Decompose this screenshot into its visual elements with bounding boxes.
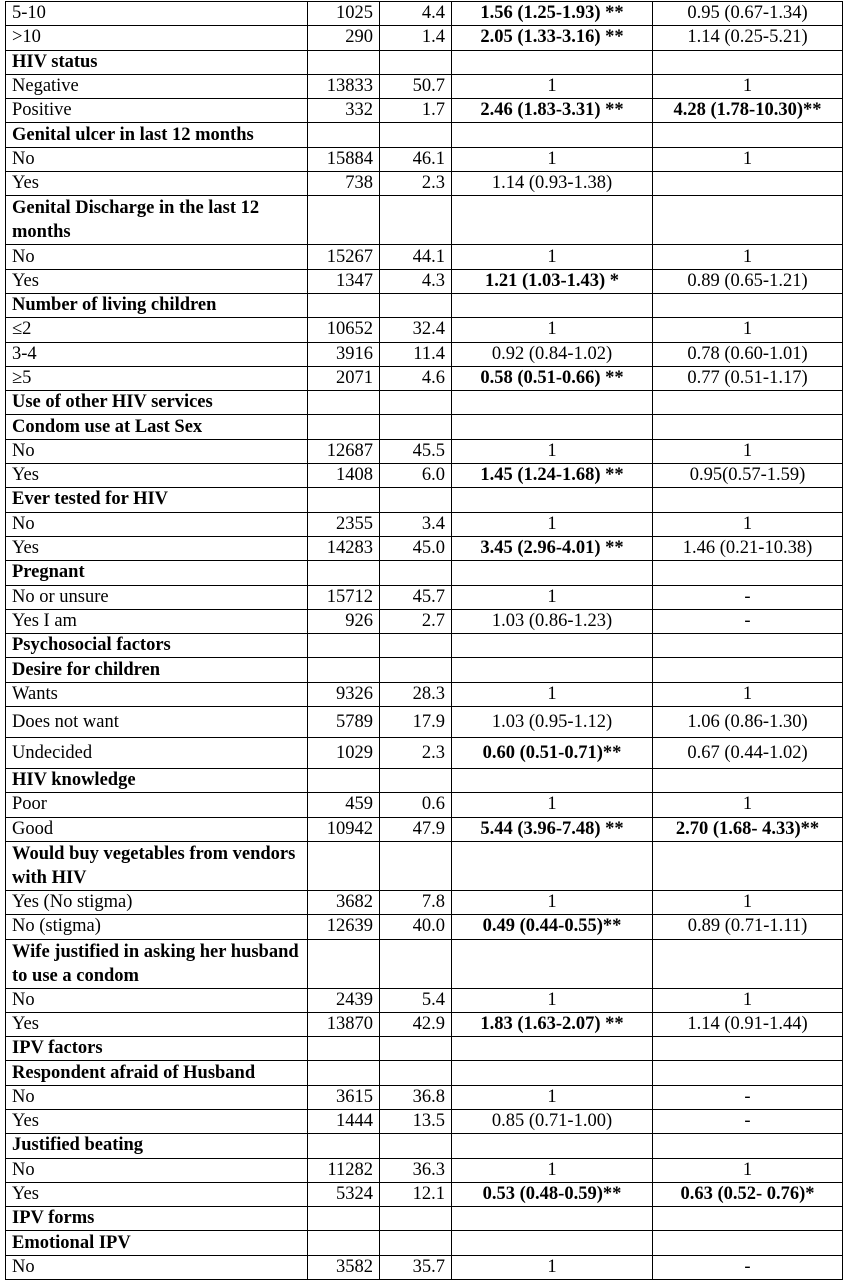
table-row: [6, 793, 843, 817]
crude-or-cell: 1.03 (0.95-1.12): [452, 707, 653, 738]
count-cell: 5789: [308, 707, 380, 738]
crude-or-cell: [452, 841, 653, 890]
crude-or-cell: [452, 293, 653, 317]
percent-cell: [380, 1231, 452, 1255]
percent-cell: 4.3: [380, 269, 452, 293]
crude-or-cell: [452, 561, 653, 585]
table-section-row: [6, 488, 843, 512]
row-label: Good: [6, 817, 308, 841]
row-label: Undecided: [6, 738, 308, 769]
crude-or-cell: 1.21 (1.03-1.43) *: [452, 269, 653, 293]
row-label: No: [6, 988, 308, 1012]
adjusted-or-cell: 1: [653, 890, 843, 914]
crude-or-cell: 1: [452, 74, 653, 98]
count-cell: 926: [308, 609, 380, 633]
count-cell: 1025: [308, 2, 380, 26]
percent-cell: 45.0: [380, 536, 452, 560]
table-section-row: [6, 769, 843, 793]
adjusted-or-cell: [653, 1061, 843, 1085]
crude-or-cell: 5.44 (3.96-7.48) **: [452, 817, 653, 841]
table-row: [6, 817, 843, 841]
row-label: Yes (No stigma): [6, 890, 308, 914]
adjusted-or-cell: [653, 561, 843, 585]
crude-or-cell: 0.49 (0.44-0.55)**: [452, 915, 653, 939]
percent-cell: [380, 658, 452, 682]
count-cell: 1444: [308, 1109, 380, 1133]
count-cell: 738: [308, 172, 380, 196]
table-section-row: [6, 293, 843, 317]
adjusted-or-cell: [653, 634, 843, 658]
count-cell: [308, 415, 380, 439]
crude-or-cell: 0.53 (0.48-0.59)**: [452, 1182, 653, 1206]
count-cell: 3582: [308, 1255, 380, 1279]
adjusted-or-cell: 0.67 (0.44-1.02): [653, 738, 843, 769]
row-label: No: [6, 147, 308, 171]
count-cell: [308, 561, 380, 585]
row-label: Wife justified in asking her husband to use a condom: [6, 939, 308, 988]
adjusted-or-cell: [653, 658, 843, 682]
row-label: 3-4: [6, 342, 308, 366]
count-cell: 10652: [308, 318, 380, 342]
count-cell: 14283: [308, 536, 380, 560]
adjusted-or-cell: [653, 769, 843, 793]
adjusted-or-cell: 1: [653, 988, 843, 1012]
row-label: Use of other HIV services: [6, 391, 308, 415]
count-cell: 10942: [308, 817, 380, 841]
row-label: Wants: [6, 682, 308, 706]
crude-or-cell: [452, 658, 653, 682]
row-label: Condom use at Last Sex: [6, 415, 308, 439]
row-label: No: [6, 1255, 308, 1279]
adjusted-or-cell: [653, 1037, 843, 1061]
table-row: [6, 342, 843, 366]
count-cell: [308, 391, 380, 415]
crude-or-cell: 1: [452, 439, 653, 463]
crude-or-cell: [452, 123, 653, 147]
table-row: [6, 172, 843, 196]
percent-cell: 1.4: [380, 26, 452, 50]
row-label: No: [6, 439, 308, 463]
percent-cell: 40.0: [380, 915, 452, 939]
table-row: [6, 2, 843, 26]
table-section-row: [6, 196, 843, 245]
table-row: [6, 512, 843, 536]
count-cell: [308, 634, 380, 658]
adjusted-or-cell: 0.89 (0.65-1.21): [653, 269, 843, 293]
row-label: Number of living children: [6, 293, 308, 317]
percent-cell: 3.4: [380, 512, 452, 536]
crude-or-cell: 1.03 (0.86-1.23): [452, 609, 653, 633]
count-cell: 3916: [308, 342, 380, 366]
crude-or-cell: 0.58 (0.51-0.66) **: [452, 366, 653, 390]
row-label: Does not want: [6, 707, 308, 738]
percent-cell: [380, 50, 452, 74]
row-label: No (stigma): [6, 915, 308, 939]
crude-or-cell: 1: [452, 1158, 653, 1182]
crude-or-cell: 2.05 (1.33-3.16) **: [452, 26, 653, 50]
percent-cell: 0.6: [380, 793, 452, 817]
count-cell: 2439: [308, 988, 380, 1012]
table-section-row: [6, 50, 843, 74]
percent-cell: 11.4: [380, 342, 452, 366]
count-cell: 3682: [308, 890, 380, 914]
table-row: [6, 99, 843, 123]
count-cell: 12639: [308, 915, 380, 939]
table-row: [6, 585, 843, 609]
count-cell: 12687: [308, 439, 380, 463]
count-cell: [308, 123, 380, 147]
percent-cell: 2.3: [380, 738, 452, 769]
percent-cell: [380, 841, 452, 890]
count-cell: 3615: [308, 1085, 380, 1109]
count-cell: 1408: [308, 464, 380, 488]
adjusted-or-cell: [653, 196, 843, 245]
table-row: [6, 366, 843, 390]
percent-cell: [380, 391, 452, 415]
row-label: Negative: [6, 74, 308, 98]
row-label: No: [6, 512, 308, 536]
crude-or-cell: [452, 939, 653, 988]
adjusted-or-cell: 1: [653, 512, 843, 536]
count-cell: [308, 1061, 380, 1085]
row-label: No: [6, 1085, 308, 1109]
adjusted-or-cell: 1: [653, 682, 843, 706]
adjusted-or-cell: 1: [653, 74, 843, 98]
crude-or-cell: [452, 50, 653, 74]
percent-cell: [380, 939, 452, 988]
row-label: Yes I am: [6, 609, 308, 633]
percent-cell: 13.5: [380, 1109, 452, 1133]
percent-cell: [380, 1061, 452, 1085]
row-label: Respondent afraid of Husband: [6, 1061, 308, 1085]
count-cell: 290: [308, 26, 380, 50]
percent-cell: [380, 561, 452, 585]
row-label: Emotional IPV: [6, 1231, 308, 1255]
crude-or-cell: 0.60 (0.51-0.71)**: [452, 738, 653, 769]
count-cell: [308, 1231, 380, 1255]
table-section-row: [6, 415, 843, 439]
table-section-row: [6, 634, 843, 658]
row-label: Psychosocial factors: [6, 634, 308, 658]
crude-or-cell: 0.85 (0.71-1.00): [452, 1109, 653, 1133]
adjusted-or-cell: [653, 123, 843, 147]
crude-or-cell: 1.45 (1.24-1.68) **: [452, 464, 653, 488]
table-row: [6, 1012, 843, 1036]
table-section-row: [6, 1061, 843, 1085]
adjusted-or-cell: [653, 841, 843, 890]
percent-cell: 42.9: [380, 1012, 452, 1036]
row-label: Yes: [6, 1012, 308, 1036]
adjusted-or-cell: 1: [653, 147, 843, 171]
adjusted-or-cell: 1.06 (0.86-1.30): [653, 707, 843, 738]
count-cell: 2071: [308, 366, 380, 390]
row-label: Ever tested for HIV: [6, 488, 308, 512]
crude-or-cell: 1: [452, 147, 653, 171]
count-cell: [308, 196, 380, 245]
crude-or-cell: [452, 415, 653, 439]
count-cell: [308, 769, 380, 793]
table-section-row: [6, 561, 843, 585]
adjusted-or-cell: 1: [653, 439, 843, 463]
row-label: Justified beating: [6, 1134, 308, 1158]
crude-or-cell: 1: [452, 585, 653, 609]
row-label: ≤2: [6, 318, 308, 342]
crude-or-cell: [452, 1037, 653, 1061]
crude-or-cell: 2.46 (1.83-3.31) **: [452, 99, 653, 123]
count-cell: [308, 293, 380, 317]
percent-cell: 35.7: [380, 1255, 452, 1279]
count-cell: [308, 50, 380, 74]
percent-cell: 5.4: [380, 988, 452, 1012]
adjusted-or-cell: 1.46 (0.21-10.38): [653, 536, 843, 560]
adjusted-or-cell: 4.28 (1.78-10.30)**: [653, 99, 843, 123]
count-cell: [308, 1134, 380, 1158]
table-row: [6, 609, 843, 633]
results-table-body: [6, 2, 843, 1280]
crude-or-cell: 3.45 (2.96-4.01) **: [452, 536, 653, 560]
crude-or-cell: [452, 769, 653, 793]
row-label: Genital Discharge in the last 12 months: [6, 196, 308, 245]
percent-cell: [380, 1207, 452, 1231]
table-row: [6, 1158, 843, 1182]
table-row: [6, 74, 843, 98]
table-section-row: [6, 123, 843, 147]
table-row: [6, 147, 843, 171]
count-cell: 5324: [308, 1182, 380, 1206]
adjusted-or-cell: 0.95 (0.67-1.34): [653, 2, 843, 26]
row-label: Genital ulcer in last 12 months: [6, 123, 308, 147]
table-section-row: [6, 841, 843, 890]
crude-or-cell: 0.92 (0.84-1.02): [452, 342, 653, 366]
percent-cell: [380, 1134, 452, 1158]
crude-or-cell: [452, 488, 653, 512]
adjusted-or-cell: [653, 1134, 843, 1158]
row-label: IPV forms: [6, 1207, 308, 1231]
count-cell: 9326: [308, 682, 380, 706]
row-label: Yes: [6, 172, 308, 196]
adjusted-or-cell: [653, 415, 843, 439]
count-cell: 332: [308, 99, 380, 123]
adjusted-or-cell: [653, 293, 843, 317]
adjusted-or-cell: 2.70 (1.68- 4.33)**: [653, 817, 843, 841]
table-row: [6, 682, 843, 706]
table-row: [6, 738, 843, 769]
crude-or-cell: [452, 634, 653, 658]
table-row: [6, 707, 843, 738]
table-section-row: [6, 658, 843, 682]
table-row: [6, 26, 843, 50]
adjusted-or-cell: -: [653, 1085, 843, 1109]
percent-cell: [380, 488, 452, 512]
percent-cell: 50.7: [380, 74, 452, 98]
row-label: Would buy vegetables from vendors with HIV: [6, 841, 308, 890]
crude-or-cell: 1: [452, 245, 653, 269]
table-row: [6, 464, 843, 488]
crude-or-cell: 1.83 (1.63-2.07) **: [452, 1012, 653, 1036]
adjusted-or-cell: [653, 1207, 843, 1231]
adjusted-or-cell: -: [653, 1109, 843, 1133]
row-label: Desire for children: [6, 658, 308, 682]
percent-cell: 28.3: [380, 682, 452, 706]
count-cell: [308, 658, 380, 682]
count-cell: 15712: [308, 585, 380, 609]
adjusted-or-cell: [653, 50, 843, 74]
crude-or-cell: 1.56 (1.25-1.93) **: [452, 2, 653, 26]
adjusted-or-cell: 0.89 (0.71-1.11): [653, 915, 843, 939]
row-label: No: [6, 245, 308, 269]
adjusted-or-cell: -: [653, 609, 843, 633]
row-label: No or unsure: [6, 585, 308, 609]
adjusted-or-cell: 0.78 (0.60-1.01): [653, 342, 843, 366]
row-label: IPV factors: [6, 1037, 308, 1061]
row-label: Yes: [6, 536, 308, 560]
count-cell: 2355: [308, 512, 380, 536]
crude-or-cell: [452, 1134, 653, 1158]
row-label: HIV status: [6, 50, 308, 74]
adjusted-or-cell: [653, 1231, 843, 1255]
percent-cell: 7.8: [380, 890, 452, 914]
table-row: [6, 536, 843, 560]
table-row: [6, 890, 843, 914]
count-cell: [308, 939, 380, 988]
row-label: ≥5: [6, 366, 308, 390]
percent-cell: 36.8: [380, 1085, 452, 1109]
table-section-row: [6, 391, 843, 415]
percent-cell: [380, 123, 452, 147]
row-label: No: [6, 1158, 308, 1182]
crude-or-cell: 1: [452, 1085, 653, 1109]
row-label: Yes: [6, 1182, 308, 1206]
results-table: [5, 1, 843, 1280]
adjusted-or-cell: 0.95(0.57-1.59): [653, 464, 843, 488]
crude-or-cell: 1: [452, 793, 653, 817]
adjusted-or-cell: 1: [653, 793, 843, 817]
percent-cell: 2.3: [380, 172, 452, 196]
count-cell: 13870: [308, 1012, 380, 1036]
table-row: [6, 318, 843, 342]
percent-cell: 47.9: [380, 817, 452, 841]
row-label: Yes: [6, 269, 308, 293]
crude-or-cell: 1: [452, 682, 653, 706]
count-cell: 1347: [308, 269, 380, 293]
adjusted-or-cell: [653, 488, 843, 512]
crude-or-cell: 1: [452, 890, 653, 914]
percent-cell: 36.3: [380, 1158, 452, 1182]
adjusted-or-cell: 1: [653, 318, 843, 342]
crude-or-cell: [452, 1061, 653, 1085]
count-cell: 13833: [308, 74, 380, 98]
adjusted-or-cell: [653, 391, 843, 415]
row-label: 5-10: [6, 2, 308, 26]
count-cell: [308, 1037, 380, 1061]
crude-or-cell: 1: [452, 318, 653, 342]
table-row: [6, 988, 843, 1012]
crude-or-cell: [452, 1207, 653, 1231]
count-cell: 1029: [308, 738, 380, 769]
count-cell: 15884: [308, 147, 380, 171]
percent-cell: 45.5: [380, 439, 452, 463]
table-row: [6, 245, 843, 269]
row-label: Positive: [6, 99, 308, 123]
percent-cell: 45.7: [380, 585, 452, 609]
count-cell: [308, 1207, 380, 1231]
crude-or-cell: [452, 391, 653, 415]
row-label: Yes: [6, 464, 308, 488]
table-section-row: [6, 1134, 843, 1158]
table-row: [6, 1109, 843, 1133]
percent-cell: 4.6: [380, 366, 452, 390]
count-cell: 11282: [308, 1158, 380, 1182]
percent-cell: 6.0: [380, 464, 452, 488]
count-cell: [308, 488, 380, 512]
percent-cell: [380, 196, 452, 245]
percent-cell: [380, 415, 452, 439]
adjusted-or-cell: 1.14 (0.91-1.44): [653, 1012, 843, 1036]
crude-or-cell: 1: [452, 988, 653, 1012]
count-cell: [308, 841, 380, 890]
percent-cell: [380, 634, 452, 658]
percent-cell: 32.4: [380, 318, 452, 342]
table-row: [6, 269, 843, 293]
percent-cell: 44.1: [380, 245, 452, 269]
table-row: [6, 915, 843, 939]
percent-cell: [380, 1037, 452, 1061]
percent-cell: 12.1: [380, 1182, 452, 1206]
table-row: [6, 1085, 843, 1109]
row-label: Poor: [6, 793, 308, 817]
adjusted-or-cell: 0.63 (0.52- 0.76)*: [653, 1182, 843, 1206]
percent-cell: 46.1: [380, 147, 452, 171]
percent-cell: 17.9: [380, 707, 452, 738]
row-label: Pregnant: [6, 561, 308, 585]
adjusted-or-cell: [653, 172, 843, 196]
adjusted-or-cell: 0.77 (0.51-1.17): [653, 366, 843, 390]
crude-or-cell: 1: [452, 1255, 653, 1279]
percent-cell: 4.4: [380, 2, 452, 26]
percent-cell: [380, 293, 452, 317]
crude-or-cell: 1.14 (0.93-1.38): [452, 172, 653, 196]
table-row: [6, 1182, 843, 1206]
table-section-row: [6, 1037, 843, 1061]
table-row: [6, 439, 843, 463]
row-label: >10: [6, 26, 308, 50]
adjusted-or-cell: [653, 939, 843, 988]
percent-cell: 2.7: [380, 609, 452, 633]
adjusted-or-cell: -: [653, 1255, 843, 1279]
percent-cell: 1.7: [380, 99, 452, 123]
count-cell: 15267: [308, 245, 380, 269]
adjusted-or-cell: 1: [653, 1158, 843, 1182]
row-label: Yes: [6, 1109, 308, 1133]
adjusted-or-cell: 1: [653, 245, 843, 269]
crude-or-cell: 1: [452, 512, 653, 536]
table-section-row: [6, 939, 843, 988]
row-label: HIV knowledge: [6, 769, 308, 793]
table-row: [6, 1255, 843, 1279]
percent-cell: [380, 769, 452, 793]
table-section-row: [6, 1207, 843, 1231]
adjusted-or-cell: 1.14 (0.25-5.21): [653, 26, 843, 50]
table-section-row: [6, 1231, 843, 1255]
count-cell: 459: [308, 793, 380, 817]
crude-or-cell: [452, 196, 653, 245]
crude-or-cell: [452, 1231, 653, 1255]
adjusted-or-cell: -: [653, 585, 843, 609]
